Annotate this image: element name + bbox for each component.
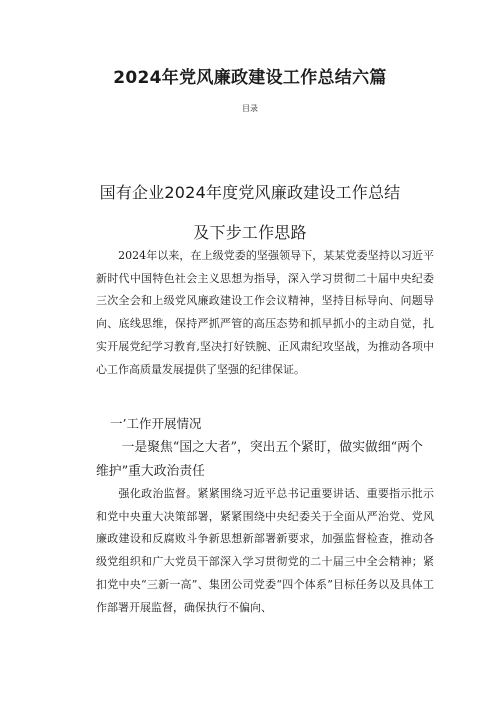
article-heading-line-1: 国有企业2024年度党风廉政建设工作总结 — [99, 183, 401, 202]
article-heading-line-2: 及下步工作思路 — [193, 223, 307, 242]
paragraph-intro: 2024年以来，在上级党委的坚强领导下，某某党委坚持以习近平新时代中国特色社会主义思想为指导，深入学习贯彻二十届中央纪委三次全会和上级党风廉政建设工作会议精神，坚持目标导向、问题导向、底线思维，保持严抓严管的高压态势和抓早抓小的主动自觉，扎实开展党纪学习教育,坚决打好铁腕、正风肃纪攻坚战，为推动各项中心工作高质量发展提供了坚强的纪律保证。 — [96, 249, 434, 376]
toc-label: 目录 — [242, 104, 258, 113]
section-heading: 一’工作开展情况 — [110, 416, 202, 431]
document-title: 2024年党风廉政建设工作总结六篇 — [113, 68, 387, 88]
paragraph-political-supervision: 强化政治监督。紧紧围绕习近平总书记重要讲话、重要指示批示和党中央重大决策部署，紧紧围绕中央纪委关于全面从严治党、党风廉政建设和反腐败斗争新思想新部署新要求，加强监督检查，推动各级党组织和广大党员干部深入学习贯彻党的二十届三中全会精神；紧扣党中央“三新一高”、集团公司党委“四个体系”目标任务以及具体工作部署开展监督，确保执行不偏向、 — [96, 487, 434, 614]
subsection-heading: 一是聚焦“国之大者”，突出五个紧盯，做实做细“两个维护”重大政治责任 — [96, 440, 423, 479]
